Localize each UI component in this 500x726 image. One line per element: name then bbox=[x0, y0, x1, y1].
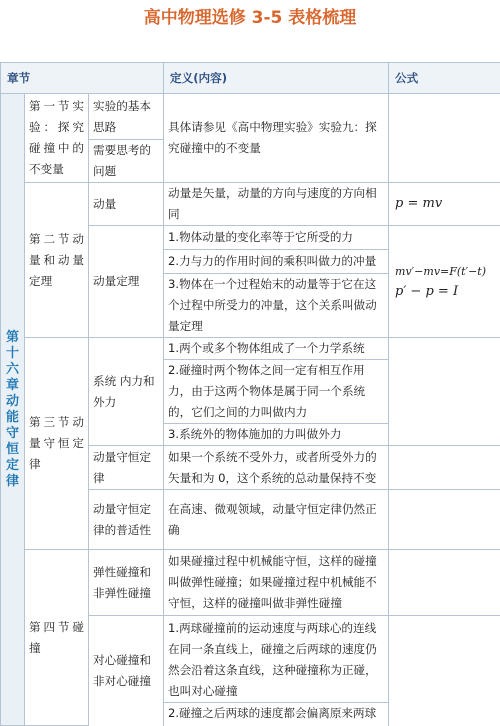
item-definition-line: 2.碰撞之后两球的速度都会偏离原来两球 bbox=[164, 702, 388, 723]
formula-line: p′ − p = I bbox=[395, 282, 494, 302]
item-name: 需要思考的问题 bbox=[89, 140, 164, 183]
item-formula bbox=[389, 94, 500, 183]
item-formula bbox=[389, 616, 500, 726]
chapter-label: 第十六章 动能守恒定律 bbox=[6, 330, 20, 490]
table-row bbox=[1, 94, 500, 140]
section-2: 第二节动量和动量定理 bbox=[25, 183, 89, 338]
formula-line: mv′−mv=F(t′−t) bbox=[395, 262, 494, 282]
item-name: 弹性碰撞和非弹性碰撞 bbox=[89, 550, 164, 616]
table-row bbox=[1, 550, 500, 616]
item-definition-line: 2.力与力的作用时间的乘积叫做力的冲量 bbox=[164, 250, 389, 274]
item-name: 动量定理 bbox=[89, 226, 164, 338]
header-chapter: 章节 bbox=[1, 63, 164, 94]
section-3: 第三节动量守恒定律 bbox=[25, 338, 89, 550]
header-formula: 公式 bbox=[389, 63, 500, 94]
section-4: 第四节碰撞 bbox=[25, 550, 89, 726]
item-definition: 如果碰撞过程中机械能守恒，这样的碰撞叫做弹性碰撞；如果碰撞过程中机械能不守恒，这样的碰撞叫做非弹性碰撞 bbox=[164, 550, 389, 616]
item-name: 对心碰撞和非对心碰撞 bbox=[89, 616, 164, 726]
item-formula bbox=[389, 446, 500, 490]
item-definition-line: 1.物体动量的变化率等于它所受的力 bbox=[164, 226, 389, 250]
item-definition: 具体请参见《高中物理实验》实验九：探究碰撞中的不变量 bbox=[164, 94, 389, 183]
table-row bbox=[1, 183, 500, 226]
item-definition-line: 1.两球碰撞前的运动速度与两球心的连线在同一条直线上，碰撞之后两球的速度仍然会沿着这条直线，这种碰撞称为正碰，也叫对心碰撞 bbox=[168, 618, 384, 702]
item-formula bbox=[389, 550, 500, 616]
item-formula bbox=[389, 226, 500, 338]
item-definition: 如果一个系统不受外力，或者所受外力的矢量和为 0，这个系统的总动量保持不变 bbox=[164, 446, 389, 490]
item-name: 实验的基本思路 bbox=[89, 94, 164, 140]
item-definition-line: 3.物体在一个过程始末的动量等于它在这个过程中所受力的冲量，这个关系叫做动量定理 bbox=[164, 274, 389, 338]
item-definition: 在高速、微观领域，动量守恒定律仍然正确 bbox=[164, 490, 389, 550]
item-definition bbox=[164, 616, 389, 726]
item-definition-line: 1.两个或多个物体组成了一个力学系统 bbox=[164, 338, 389, 360]
table-header-row bbox=[1, 63, 500, 94]
section-1: 第一节实验：探究碰撞中的不变量 bbox=[25, 94, 89, 183]
item-name: 系统 内力和外力 bbox=[89, 338, 164, 446]
header-definition: 定义(内容) bbox=[164, 63, 389, 94]
chapter-cell bbox=[1, 94, 25, 726]
summary-table bbox=[0, 62, 500, 726]
item-definition: 动量是矢量，动量的方向与速度的方向相同 bbox=[164, 183, 389, 226]
item-name: 动量守恒定律的普适性 bbox=[89, 490, 164, 550]
item-definition-line: 3.系统外的物体施加的力叫做外力 bbox=[164, 424, 389, 446]
item-formula: p = mv bbox=[389, 183, 500, 226]
item-definition-line: 2.碰撞时两个物体之间一定有相互作用力，由于这两个物体是属于同一个系统的，它们之间的力叫做内力 bbox=[164, 360, 389, 424]
item-formula bbox=[389, 338, 500, 446]
item-name: 动量 bbox=[89, 183, 164, 226]
table-row bbox=[1, 338, 500, 360]
item-formula bbox=[389, 490, 500, 550]
item-name: 动量守恒定律 bbox=[89, 446, 164, 490]
page-title: 高中物理选修 3-5 表格梳理 bbox=[0, 0, 500, 38]
